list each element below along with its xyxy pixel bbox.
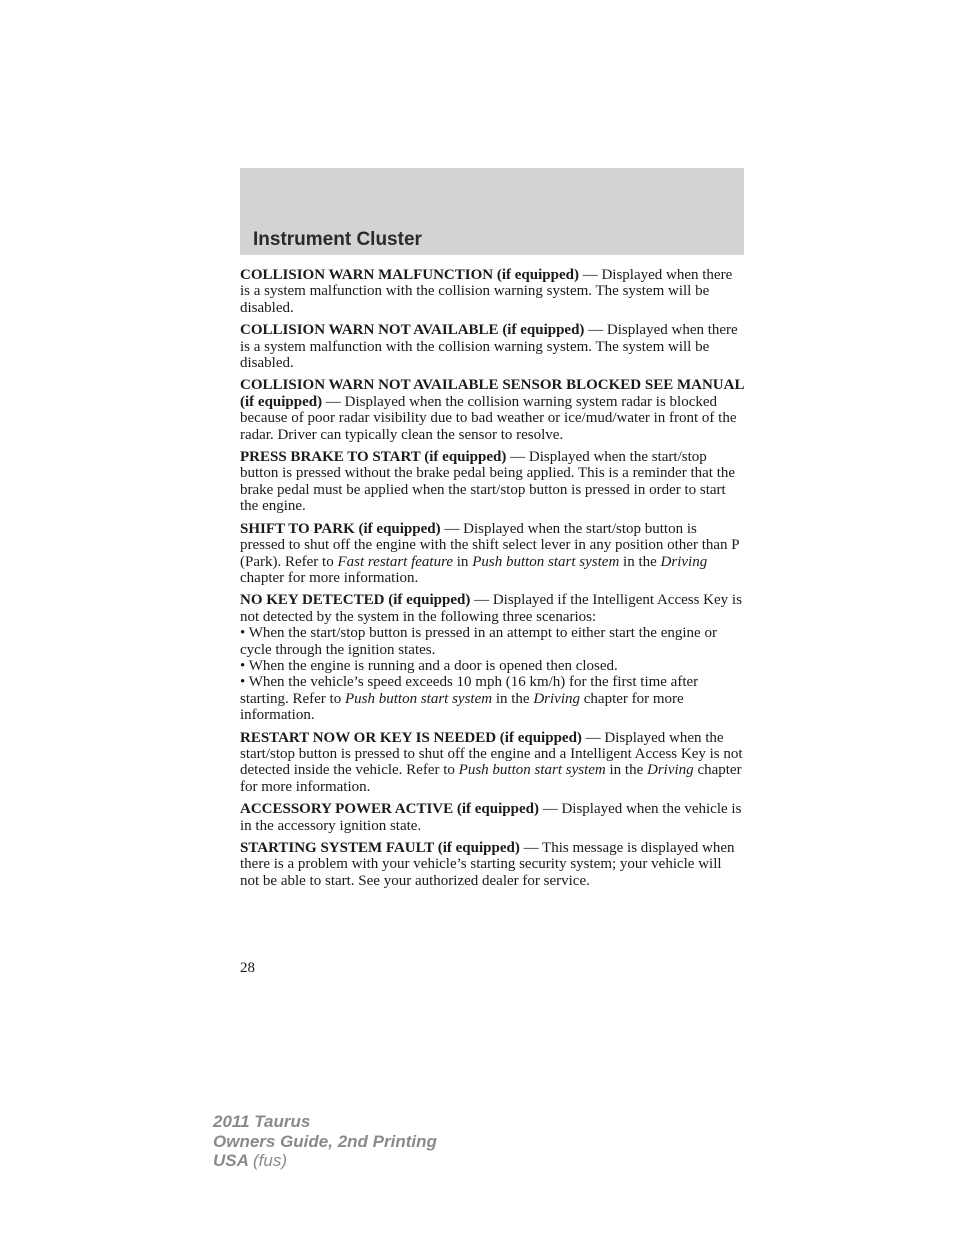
entry-chapter-reference: Driving	[660, 553, 708, 570]
entry-collision-warn-sensor-blocked	[240, 377, 744, 443]
entry-text: chapter for more information.	[240, 690, 684, 724]
footer-region-code: (fus)	[253, 1151, 287, 1170]
entry-starting-system-fault	[240, 840, 744, 889]
entry-heading: NO KEY DETECTED (if equipped)	[240, 592, 471, 609]
entry-shift-to-park	[240, 521, 744, 587]
entry-text: in	[453, 553, 473, 570]
entry-text: — Displayed when the vehicle is in the accessory ignition state.	[240, 801, 742, 834]
entry-text: in the	[619, 553, 661, 570]
section-header-band	[240, 168, 744, 255]
entry-collision-warn-not-available	[240, 322, 744, 371]
section-title: Instrument Cluster	[253, 229, 422, 250]
entry-text: — This message is displayed when there is a problem with your vehicle’s starting security system; your vehicle will not be able to start. See your authorized dealer for service.	[240, 840, 735, 889]
entry-heading: COLLISION WARN NOT AVAILABLE SENSOR BLOCKED SEE MANUAL (if equipped)	[240, 377, 744, 410]
page-number: 28	[240, 960, 255, 976]
entry-reference: Push button start system	[344, 690, 493, 707]
entry-text: — Displayed when the start/stop button is pressed to shut off the engine with the shift select lever in any position other than P (Park). Refer to	[240, 520, 740, 570]
entry-no-key-detected	[240, 592, 744, 723]
entry-press-brake-to-start	[240, 449, 744, 515]
entry-restart-now-or-key-needed	[240, 730, 744, 796]
entry-text: chapter for more information.	[240, 762, 742, 795]
entry-heading: PRESS BRAKE TO START (if equipped)	[240, 449, 507, 466]
entry-text: in the	[492, 690, 534, 707]
entry-text: — Displayed when there is a system malfunction with the collision warning system. The system will be disabled.	[240, 322, 738, 372]
entry-text: — Displayed when there is a system malfunction with the collision warning system. The system will be disabled.	[240, 267, 733, 316]
entry-heading: COLLISION WARN NOT AVAILABLE (if equipped)	[240, 322, 585, 339]
entry-heading: RESTART NOW OR KEY IS NEEDED (if equipped)	[240, 729, 582, 746]
entry-heading: ACCESSORY POWER ACTIVE (if equipped)	[240, 801, 539, 818]
entry-text: — Displayed when the start/stop button is pressed without the brake pedal being applied. This is a reminder that the brake pedal must be applied when the start/stop button is pressed in order to start the engine.	[240, 449, 736, 515]
entry-heading: STARTING SYSTEM FAULT (if equipped)	[240, 840, 520, 856]
entry-heading: SHIFT TO PARK (if equipped)	[240, 520, 441, 537]
entry-chapter-reference: Driving	[647, 762, 694, 779]
page-content	[240, 267, 744, 895]
bullet-item: • When the engine is running and a door is opened then closed.	[240, 657, 618, 674]
entry-reference: Push button start system	[458, 762, 606, 779]
entry-reference: Push button start system	[472, 553, 620, 570]
entry-chapter-reference: Driving	[533, 690, 580, 707]
entry-accessory-power-active	[240, 801, 744, 834]
entry-heading: COLLISION WARN MALFUNCTION (if equipped)	[240, 267, 579, 283]
entry-text: — Displayed if the Intelligent Access Key is not detected by the system in the following three scenarios:	[240, 592, 742, 625]
entry-text: in the	[605, 762, 648, 779]
entry-collision-warn-malfunction	[240, 267, 744, 316]
footer-edition: Owners Guide, 2nd Printing	[213, 1131, 437, 1151]
entry-text: — Displayed when the collision warning system radar is blocked because of poor radar visibility due to bad weather or ice/mud/water in front of the radar. Driver can typically clean the sensor to resolve.	[240, 393, 737, 443]
footer-region	[213, 1151, 437, 1171]
entry-text: — Displayed when the start/stop button is pressed to shut off the engine and a Intelligent Access Key is not detected inside the vehicle. Refer to	[240, 729, 743, 779]
bullet-item: • When the vehicle’s speed exceeds 10 mph (16 km/h) for the first time after starting. Refer to	[240, 674, 699, 707]
entry-reference: Fast restart feature	[337, 553, 454, 570]
bullet-item: • When the start/stop button is pressed in an attempt to either start the engine or cycle through the ignition states.	[240, 625, 717, 658]
document-footer	[213, 1112, 437, 1171]
footer-model: 2011 Taurus	[213, 1112, 311, 1131]
footer-region-name: USA	[213, 1151, 249, 1170]
entry-text: chapter for more information.	[240, 569, 419, 586]
